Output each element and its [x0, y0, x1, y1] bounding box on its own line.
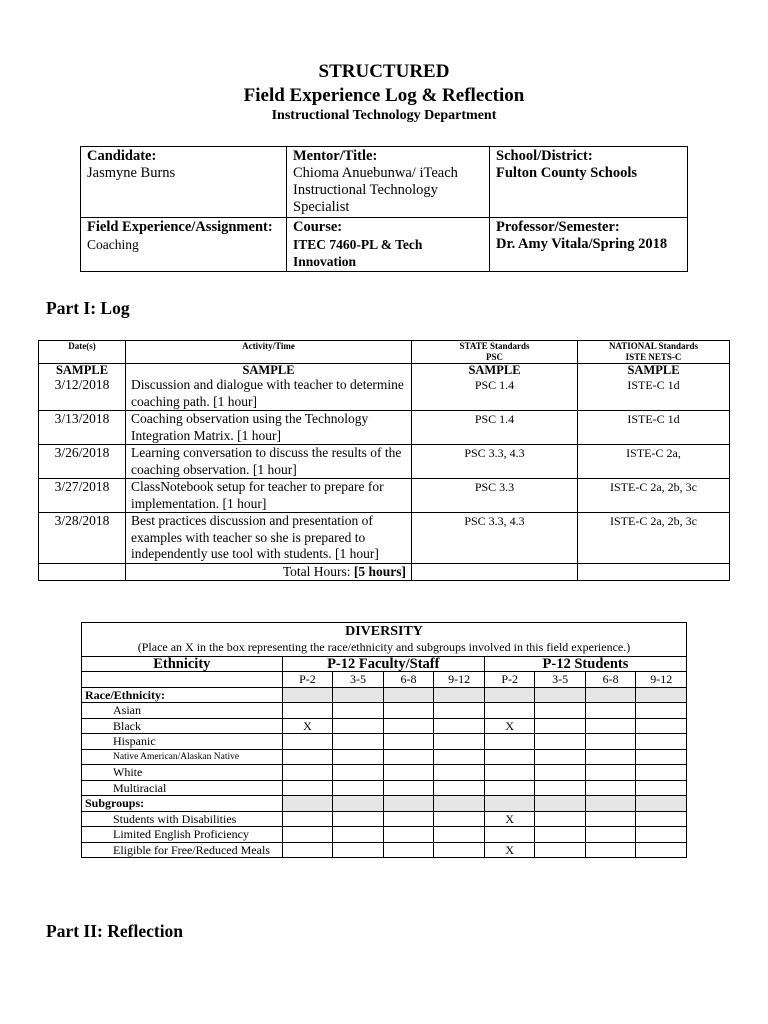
diversity-row-label: Native American/Alaskan Native: [82, 749, 283, 765]
diversity-mark-cell: [585, 827, 636, 843]
diversity-mark-cell: [383, 749, 434, 765]
diversity-mark-cell: [535, 765, 586, 781]
assignment-cell: [81, 218, 287, 272]
diversity-mark-cell: [636, 811, 687, 827]
diversity-mark-cell: [535, 718, 586, 734]
diversity-mark-cell: [383, 765, 434, 781]
diversity-mark-cell: [636, 703, 687, 719]
diversity-mark-cell: [434, 811, 485, 827]
diversity-mark-cell: [282, 780, 333, 796]
grade-band: 3-5: [333, 672, 384, 688]
log-row: [39, 411, 730, 445]
diversity-mark-cell: [383, 811, 434, 827]
candidate-info-table: [80, 146, 688, 272]
log-date: 3/13/2018: [39, 411, 126, 445]
diversity-row: [82, 827, 687, 843]
grade-band-row: [82, 672, 687, 688]
grade-band: 3-5: [535, 672, 586, 688]
course-cell: [287, 218, 490, 272]
diversity-mark-cell: [282, 749, 333, 765]
log-row: [39, 445, 730, 479]
log-date: 3/27/2018: [39, 479, 126, 513]
diversity-mark-cell: [383, 734, 434, 750]
diversity-mark-cell: [333, 749, 384, 765]
professor-label: Professor/Semester:: [496, 219, 620, 235]
diversity-mark-cell: [333, 718, 384, 734]
diversity-row-label: Eligible for Free/Reduced Meals: [82, 842, 283, 858]
diversity-row: [82, 718, 687, 734]
mentor-value-line3: Specialist: [293, 199, 350, 215]
diversity-mark-cell: [333, 734, 384, 750]
diversity-mark-cell: X: [484, 718, 535, 734]
diversity-row-label: Black: [82, 718, 283, 734]
diversity-mark-cell: [434, 780, 485, 796]
diversity-mark-cell: [535, 780, 586, 796]
diversity-mark-cell: [484, 749, 535, 765]
diversity-mark-cell: [484, 703, 535, 719]
diversity-mark-cell: [333, 780, 384, 796]
diversity-mark-cell: [282, 827, 333, 843]
total-hours-value: [5 hours]: [353, 563, 406, 579]
diversity-row-label: Limited English Proficiency: [82, 827, 283, 843]
sample-label: SAMPLE: [55, 363, 109, 377]
diversity-mark-cell: [383, 827, 434, 843]
race-section-label: Race/Ethnicity:: [82, 687, 283, 703]
diversity-mark-cell: [434, 765, 485, 781]
diversity-mark-cell: [585, 734, 636, 750]
diversity-mark-cell: [282, 703, 333, 719]
diversity-mark-cell: X: [484, 811, 535, 827]
diversity-mark-cell: [333, 765, 384, 781]
state-standards-header: STATE Standards PSC: [412, 341, 578, 364]
diversity-row: [82, 703, 687, 719]
professor-cell: [490, 218, 688, 272]
grade-band: 6-8: [585, 672, 636, 688]
diversity-mark-cell: [585, 718, 636, 734]
faculty-header: P-12 Faculty/Staff: [282, 656, 484, 672]
log-row: [39, 513, 730, 564]
assignment-value: Coaching: [87, 237, 139, 252]
activity-header: Activity/Time: [126, 341, 412, 364]
diversity-row-label: Multiracial: [82, 780, 283, 796]
diversity-mark-cell: [535, 703, 586, 719]
log-national: ISTE-C 2a, 2b, 3c: [578, 513, 730, 564]
diversity-mark-cell: [636, 842, 687, 858]
grade-band: 9-12: [434, 672, 485, 688]
mentor-value-line2: Instructional Technology: [293, 182, 438, 198]
department-name: Instructional Technology Department: [271, 108, 497, 123]
race-section-row: [82, 687, 687, 703]
log-total-row: [39, 563, 730, 581]
course-label: Course:: [293, 219, 343, 235]
diversity-mark-cell: [535, 811, 586, 827]
diversity-mark-cell: [535, 734, 586, 750]
candidate-label: Candidate:: [87, 148, 157, 164]
dates-header: Date(s): [39, 341, 126, 364]
diversity-mark-cell: [585, 749, 636, 765]
diversity-row: [82, 765, 687, 781]
diversity-mark-cell: [434, 827, 485, 843]
diversity-mark-cell: [585, 842, 636, 858]
log-row: [39, 479, 730, 513]
diversity-mark-cell: [333, 827, 384, 843]
log-state: PSC 3.3, 4.3: [412, 513, 578, 564]
log-activity: Learning conversation to discuss the results of the coaching observation. [1 hour]: [126, 445, 412, 479]
course-value-line2: Innovation: [293, 254, 357, 269]
grade-band: 6-8: [383, 672, 434, 688]
log-national: ISTE-C 1d: [578, 411, 730, 445]
diversity-mark-cell: [434, 703, 485, 719]
diversity-mark-cell: [636, 827, 687, 843]
log-national: ISTE-C 2a, 2b, 3c: [578, 479, 730, 513]
log-date: 3/12/2018: [54, 377, 110, 392]
diversity-mark-cell: [434, 749, 485, 765]
diversity-mark-cell: [282, 765, 333, 781]
subgroups-section-label: Subgroups:: [82, 796, 283, 812]
diversity-row: [82, 780, 687, 796]
log-date: 3/26/2018: [39, 445, 126, 479]
diversity-mark-cell: X: [282, 718, 333, 734]
diversity-row: [82, 749, 687, 765]
grade-band: P-2: [484, 672, 535, 688]
diversity-mark-cell: [484, 827, 535, 843]
assignment-label: Field Experience/Assignment:: [87, 219, 273, 235]
total-hours: [126, 563, 412, 581]
total-hours-label: Total Hours:: [282, 563, 354, 579]
diversity-mark-cell: [535, 842, 586, 858]
diversity-mark-cell: [636, 718, 687, 734]
mentor-value-line1: Chioma Anuebunwa/ iTeach: [293, 165, 458, 181]
diversity-row-label: Hispanic: [82, 734, 283, 750]
national-standards-header: NATIONAL Standards ISTE NETS-C: [578, 341, 730, 364]
diversity-mark-cell: [484, 780, 535, 796]
diversity-mark-cell: [383, 780, 434, 796]
diversity-row-label: Asian: [82, 703, 283, 719]
subgroups-section-row: [82, 796, 687, 812]
grade-band: P-2: [282, 672, 333, 688]
diversity-mark-cell: [535, 749, 586, 765]
course-value-line1: ITEC 7460-PL & Tech: [293, 237, 423, 252]
diversity-row-label: White: [82, 765, 283, 781]
diversity-mark-cell: [535, 827, 586, 843]
diversity-mark-cell: [585, 780, 636, 796]
students-header: P-12 Students: [484, 656, 686, 672]
log-activity: ClassNotebook setup for teacher to prepare for implementation. [1 hour]: [126, 479, 412, 513]
diversity-header-cell: [82, 623, 687, 657]
professor-value: Dr. Amy Vitala/Spring 2018: [496, 236, 668, 252]
diversity-mark-cell: [636, 749, 687, 765]
diversity-mark-cell: [585, 703, 636, 719]
diversity-mark-cell: [282, 842, 333, 858]
diversity-row-label: Students with Disabilities: [82, 811, 283, 827]
school-value: Fulton County Schools: [496, 165, 638, 181]
log-activity: Best practices discussion and presentation of examples with teacher so she is prepared to independently use tool with students. [1 hour]: [126, 513, 412, 564]
diversity-mark-cell: [484, 765, 535, 781]
diversity-mark-cell: [383, 718, 434, 734]
diversity-row: [82, 811, 687, 827]
diversity-mark-cell: [585, 811, 636, 827]
diversity-mark-cell: [484, 734, 535, 750]
sample-label: SAMPLE: [468, 363, 521, 377]
diversity-mark-cell: [636, 780, 687, 796]
log-national: ISTE-C 2a,: [578, 445, 730, 479]
mentor-cell: [287, 147, 490, 218]
diversity-instruction: (Place an X in the box representing the race/ethnicity and subgroups involved in this field experience.): [137, 640, 631, 654]
diversity-mark-cell: [636, 734, 687, 750]
log-state: PSC 1.4: [412, 411, 578, 445]
log-date: 3/28/2018: [39, 513, 126, 564]
candidate-value: Jasmyne Burns: [87, 165, 176, 181]
diversity-mark-cell: [282, 734, 333, 750]
mentor-label: Mentor/Title:: [293, 148, 378, 164]
diversity-mark-cell: [282, 811, 333, 827]
diversity-mark-cell: [636, 765, 687, 781]
part1-heading: Part I: Log: [46, 298, 130, 318]
log-state: PSC 1.4: [474, 378, 515, 392]
diversity-mark-cell: [333, 811, 384, 827]
log-activity: Coaching observation using the Technology Integration Matrix. [1 hour]: [126, 411, 412, 445]
part2-heading: Part II: Reflection: [46, 921, 184, 941]
diversity-mark-cell: [434, 734, 485, 750]
grade-band: 9-12: [636, 672, 687, 688]
log-activity: Discussion and dialogue with teacher to determine coaching path. [1 hour]: [131, 377, 404, 409]
diversity-table: [81, 622, 687, 858]
diversity-mark-cell: [383, 703, 434, 719]
log-state: PSC 3.3: [412, 479, 578, 513]
diversity-mark-cell: X: [484, 842, 535, 858]
diversity-mark-cell: [585, 765, 636, 781]
diversity-row: [82, 842, 687, 858]
school-label: School/District:: [496, 148, 593, 164]
candidate-cell: [81, 147, 287, 218]
log-national: ISTE-C 1d: [627, 378, 680, 392]
diversity-title: DIVERSITY: [345, 624, 423, 639]
diversity-mark-cell: [383, 842, 434, 858]
log-table: [38, 340, 730, 581]
log-state: PSC 3.3, 4.3: [412, 445, 578, 479]
diversity-mark-cell: [434, 842, 485, 858]
sample-label: SAMPLE: [242, 363, 295, 377]
diversity-mark-cell: [434, 718, 485, 734]
diversity-mark-cell: [333, 703, 384, 719]
diversity-row: [82, 734, 687, 750]
sample-label: SAMPLE: [627, 363, 680, 377]
log-header-row: [39, 341, 730, 364]
diversity-mark-cell: [333, 842, 384, 858]
document-subtitle: Field Experience Log & Reflection: [243, 85, 525, 106]
ethnicity-header: Ethnicity: [82, 656, 283, 672]
log-row: [39, 364, 730, 411]
document-title: STRUCTURED: [318, 61, 450, 82]
school-cell: [490, 147, 688, 218]
